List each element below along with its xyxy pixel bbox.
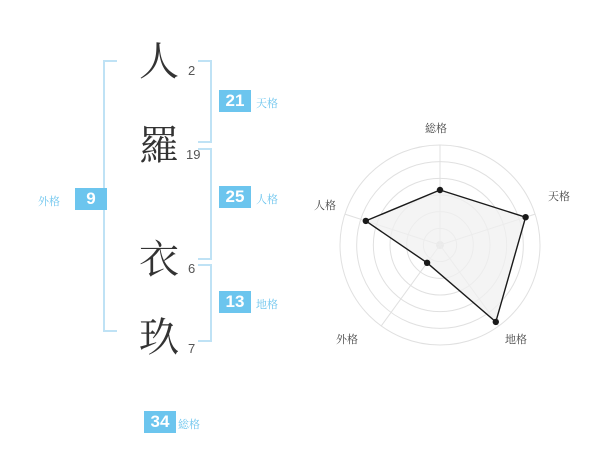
axis-label-right: 天格 [548,190,570,203]
outer-kaku-label: 外格 [38,195,60,208]
radar-series [363,187,529,325]
chikaku-bracket [198,264,212,342]
kanji-char-4: 玖 [139,315,179,361]
kanji-char-1: 人 [139,39,179,85]
kanji-strokes-2: 19 [186,147,201,162]
name-kakusu-panel [0,0,300,470]
axis-label-bottom-right: 地格 [505,333,527,346]
kanji-char-2: 羅 [139,123,179,169]
kanji-strokes-1: 2 [188,63,196,78]
jinkaku-label: 人格 [256,193,278,206]
tenkaku-label: 天格 [256,97,278,110]
chikaku-label: 地格 [256,298,278,311]
radar-chart [300,0,600,470]
outer-kaku-badge: 9 [75,188,107,210]
chikaku-badge: 13 [219,291,251,313]
kanji-strokes-3: 6 [188,261,196,276]
kanji-strokes-4: 7 [188,341,196,356]
soukaku-badge: 34 [144,411,176,433]
tenkaku-badge: 21 [219,90,251,112]
soukaku-label: 総格 [178,418,200,431]
axis-label-top: 総格 [425,122,447,135]
jinkaku-bracket [198,148,212,260]
jinkaku-badge: 25 [219,186,251,208]
tenkaku-bracket [198,60,212,143]
axis-label-left: 人格 [314,199,336,212]
axis-label-bottom-left: 外格 [336,333,358,346]
kanji-char-3: 衣 [139,237,179,283]
radar-chart-panel [300,0,600,470]
